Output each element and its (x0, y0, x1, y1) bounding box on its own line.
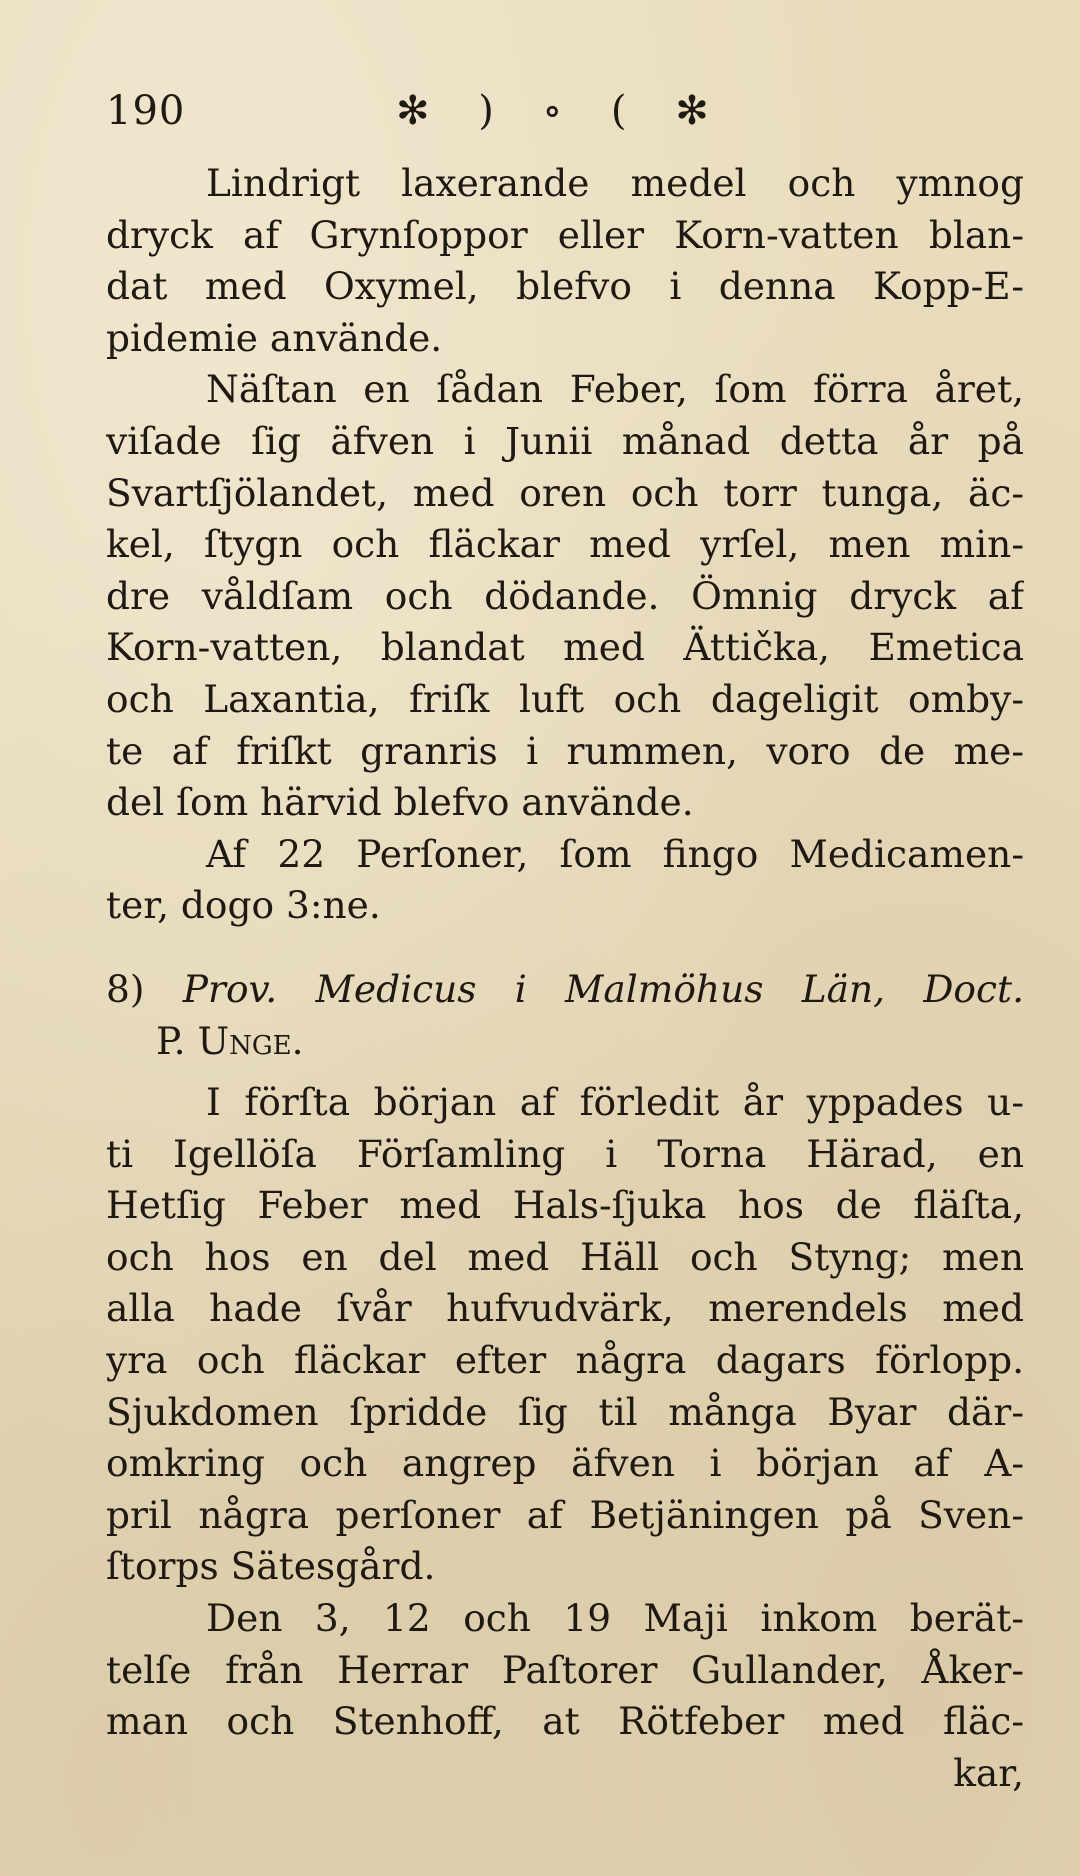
author-name: Unge. (197, 1018, 304, 1063)
text-line: kel, ſtygn och fläckar med yrſel, men min- (106, 522, 1024, 567)
header-ornament: ✻ ) ∘ ( ✻ (396, 88, 727, 134)
author-initial: P. (156, 1018, 186, 1063)
text-line: dat med Oxymel, blefvo i denna Kopp-E- (106, 264, 1024, 309)
text-line: Lindrigt laxerande medel och ymnog (206, 161, 1024, 205)
spacer (106, 1067, 1024, 1077)
text-line: omkring och angrep äfven i början af A- (106, 1441, 1024, 1486)
text-line: dryck af Grynſoppor eller Korn-vatten blan- (106, 212, 1024, 257)
text-line: ter, dogo 3:ne. (106, 883, 381, 928)
text-line: alla hade ſvår hufvudvärk, merendels med (106, 1286, 1024, 1331)
text-line: I förſta början af förledit år yppades u- (206, 1080, 1024, 1125)
text-line: man och Stenhoff, at Rötfeber med fläc- (106, 1699, 1024, 1744)
text-line: Af 22 Perſoner, ſom fingo Medicamen- (206, 831, 1024, 876)
text-line: Den 3, 12 och 19 Maji inkom berät- (206, 1596, 1024, 1641)
text-line: Korn-vatten, blandat med Ättička, Emetica (106, 625, 1024, 670)
text-line: telſe från Herrar Paſtorer Gullander, Åker- (106, 1647, 1024, 1692)
text-line: ti Igellöſa Förſamling i Torna Härad, en (106, 1131, 1024, 1176)
text-line: ſtorps Sätesgård. (106, 1544, 436, 1589)
text-line: pidemie använde. (106, 315, 443, 360)
text-line: pril några perſoner af Betjäningen på Sven- (106, 1492, 1024, 1537)
text-line: te af friſkt granris i rummen, voro de me- (106, 728, 1024, 773)
text-line: yra och fläckar efter några dagars förlopp. (106, 1338, 1024, 1383)
section-heading (106, 964, 1024, 1016)
text-line: del ſom härvid blefvo använde. (106, 780, 694, 825)
text-line: dre våldſam och dödande. Ömnig dryck af (106, 573, 1024, 618)
text-line: Svartſjölandet, med oren och torr tunga, äc- (106, 470, 1024, 515)
text-line: Hetſig Feber med Hals-ſjuka hos de fläſta, (106, 1183, 1024, 1228)
text-line: viſade ſig äfven i Junii månad detta år på (106, 418, 1024, 463)
section-author (106, 1016, 1024, 1068)
text-line: Näſtan en ſådan Feber, ſom förra året, (206, 367, 1024, 412)
page-header (106, 88, 986, 148)
text-line: och Laxantia, friſk luft och dageligit omby- (106, 676, 1024, 721)
text-line: Sjukdomen ſpridde ſig til många Byar där- (106, 1389, 1024, 1434)
catchword: kar, (953, 1750, 1024, 1795)
body-text (106, 158, 1024, 1799)
section-title: Prov. Medicus i Malmöhus Län, Doct. (182, 966, 1025, 1011)
text-line: och hos en del med Häll och Styng; men (106, 1234, 1024, 1279)
page-number: 190 (106, 88, 186, 134)
section-number: 8) (106, 966, 145, 1011)
